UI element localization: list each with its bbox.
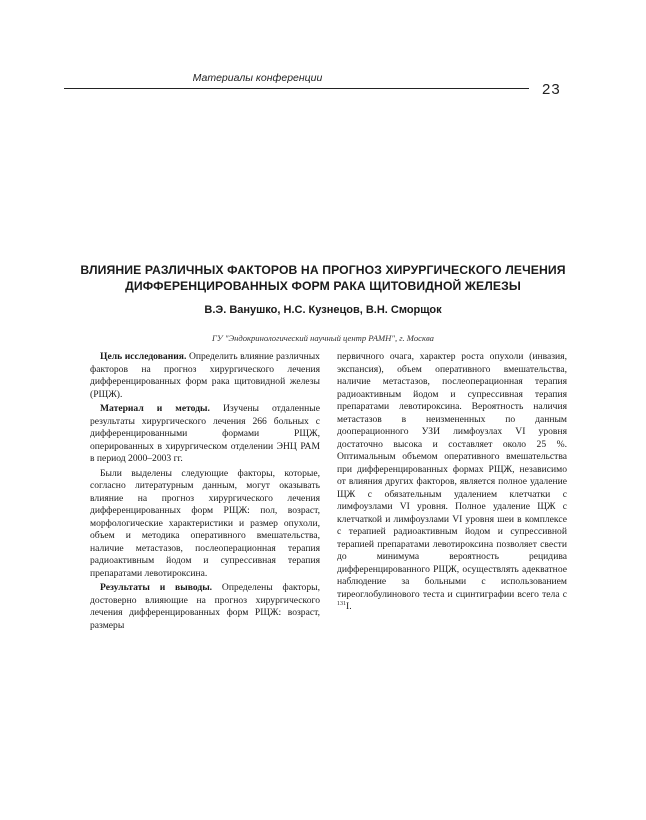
- paragraph-results: [90, 582, 320, 632]
- article-title: [40, 262, 606, 294]
- methods-heading: Материал и методы.: [100, 403, 210, 414]
- header-rule: [64, 88, 529, 89]
- aim-heading: Цель исследования.: [100, 351, 187, 362]
- paragraph-aim: [90, 351, 320, 401]
- page-number: 23: [542, 81, 561, 98]
- methods-text: Изучены отдаленные результаты хирургического лечения 266 больных с дифференцированными формами РЩЖ, оперированных в хирургическом отделении ЭНЦ РАМ в период 2000–2003 гг.: [90, 403, 320, 464]
- right-column: [337, 351, 567, 614]
- article-authors: В.Э. Ванушко, Н.С. Кузнецов, В.Н. Сморщок: [204, 304, 442, 316]
- paragraph-methods: [90, 403, 320, 466]
- paragraph-results-continued: [337, 351, 567, 614]
- article-affiliation: ГУ "Эндокринологический научный центр РАМН", г. Москва: [212, 333, 434, 343]
- left-column: [90, 351, 320, 632]
- isotope-superscript: 131: [337, 600, 346, 607]
- aim-text: Определить влияние различных факторов на прогноз хирургического лечения дифференцированных форм рака щитовидной железы (РЩЖ).: [90, 351, 320, 400]
- isotope-symbol: I.: [346, 601, 352, 612]
- paragraph-factors: Были выделены следующие факторы, которые, согласно литературным данным, могут оказывать влияние на прогноз хирургического лечения дифференцированных форм РЩЖ: пол, возраст, морфологические характеристики и размер опухоли, объем и методика оперативного вмешательства, наличие метастазов, послеоперационная терапия радиоактивным йодом и супрессивная терапия препаратами левотироксина.: [90, 467, 320, 579]
- results-text: Определены факторы, достоверно влияющие на прогноз хирургического лечения дифференцированных форм РЩЖ: возраст, размеры: [90, 582, 320, 631]
- running-title: Материалы конференции: [192, 72, 323, 84]
- article-title-line-1: ВЛИЯНИЕ РАЗЛИЧНЫХ ФАКТОРОВ НА ПРОГНОЗ ХИРУРГИЧЕСКОГО ЛЕЧЕНИЯ: [80, 263, 566, 277]
- results-heading: Результаты и выводы.: [100, 582, 213, 593]
- results-continued-text: первичного очага, характер роста опухоли (инвазия, экспансия), объем оперативного вмешательства, наличие метастазов, послеоперационная терапия радиоактивным йодом и супрессивная терапия препаратами левотироксина. Вероятность наличия метастазов в неизмененных по данным дооперационного УЗИ лимфоузлах VI уровня достаточно высока и составляет около 25 %. Оптимальным объемом оперативного вмешательства при дифференцированных формах РЩЖ, независимо от влияния других факторов, является полное удаление ЩЖ с обязательным удалением клетчатки с лимфоузлами VI уровня. Полное удаление ЩЖ с клетчаткой и лимфоузлами VI уровня шеи в комплексе с терапией радиоактивным йодом и супрессивной терапией препаратами левотироксина позволяет свести до минимума вероятность рецидива дифференцированного РЩЖ, осуществлять адекватное наблюдение за больными с использованием тиреоглобулинового теста и сцинтиграфии всего тела с: [337, 351, 567, 600]
- article-title-line-2: ДИФФЕРЕНЦИРОВАННЫХ ФОРМ РАКА ЩИТОВИДНОЙ ЖЕЛЕЗЫ: [125, 279, 521, 293]
